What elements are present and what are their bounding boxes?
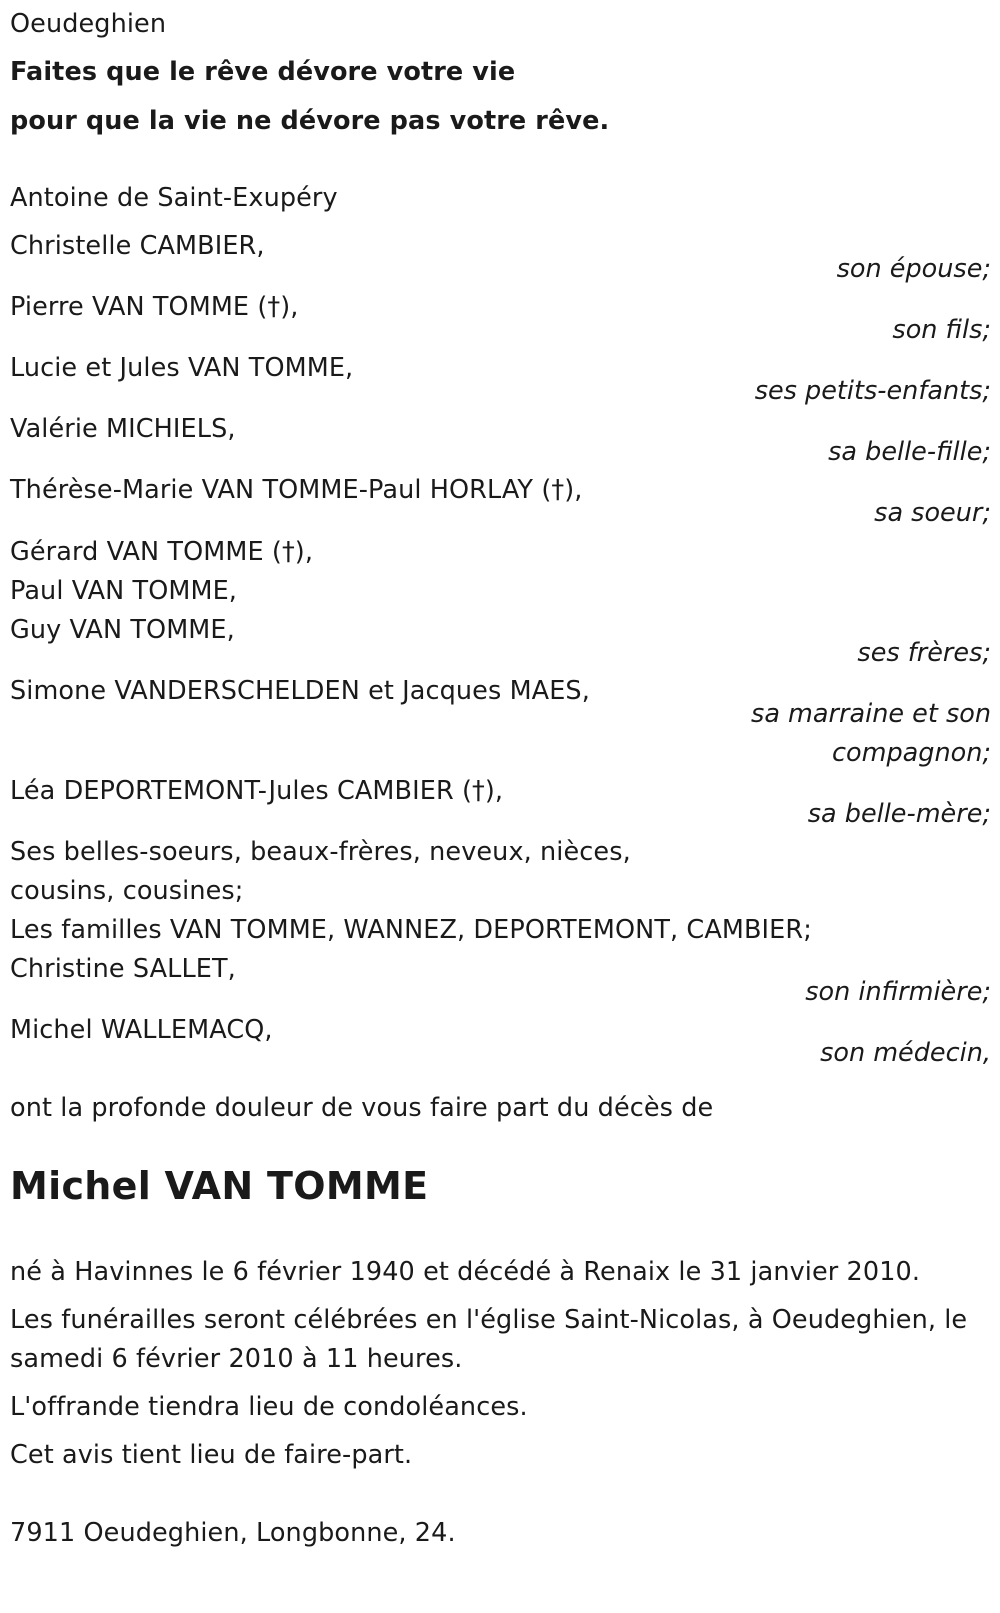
family-name: Lucie et Jules VAN TOMME,	[10, 353, 354, 383]
family-name: cousins, cousines;	[10, 876, 244, 906]
funeral-text: samedi 6 février 2010 à 11 heures.	[10, 1344, 463, 1374]
family-name: Ses belles-soeurs, beaux-frères, neveux, nièces,	[10, 837, 631, 867]
quote-line-1: Faites que le rêve dévore votre vie	[10, 57, 516, 87]
family-name: Pierre VAN TOMME (†),	[10, 292, 299, 322]
offering-text: L'offrande tiendra lieu de condoléances.	[10, 1392, 528, 1422]
family-name: Gérard VAN TOMME (†),	[10, 537, 314, 567]
family-relation: sa soeur;	[874, 498, 991, 528]
family-relation: ses petits-enfants;	[754, 376, 991, 406]
family-name: Léa DEPORTEMONT-Jules CAMBIER (†),	[10, 776, 504, 806]
family-name: Michel WALLEMACQ,	[10, 1015, 273, 1045]
family-relation: son infirmière;	[805, 977, 991, 1007]
family-name: Christine SALLET,	[10, 954, 236, 984]
family-name: Guy VAN TOMME,	[10, 615, 235, 645]
birth-death-text: né à Havinnes le 6 février 1940 et décédé à Renaix le 31 janvier 2010.	[10, 1257, 921, 1287]
family-relation: compagnon;	[832, 738, 991, 768]
location-heading: Oeudeghien	[10, 9, 167, 39]
notice-text: Cet avis tient lieu de faire-part.	[10, 1440, 413, 1470]
family-relation: sa belle-fille;	[828, 437, 991, 467]
family-relation: son médecin,	[820, 1038, 991, 1068]
family-name: Valérie MICHIELS,	[10, 414, 236, 444]
family-name: Thérèse-Marie VAN TOMME-Paul HORLAY (†),	[10, 475, 583, 505]
announcement-text: ont la profonde douleur de vous faire part du décès de	[10, 1093, 714, 1123]
family-relation: son épouse;	[836, 254, 991, 284]
family-relation: sa belle-mère;	[807, 799, 991, 829]
family-name: Les familles VAN TOMME, WANNEZ, DEPORTEMONT, CAMBIER;	[10, 915, 812, 945]
family-relation: ses frères;	[857, 638, 991, 668]
family-name: Paul VAN TOMME,	[10, 576, 238, 606]
family-relation: sa marraine et son	[751, 699, 991, 729]
funeral-text: Les funérailles seront célébrées en l'église Saint-Nicolas, à Oeudeghien, le	[10, 1305, 968, 1335]
deceased-name: Michel VAN TOMME	[10, 1164, 429, 1208]
family-name: Simone VANDERSCHELDEN et Jacques MAES,	[10, 676, 590, 706]
quote-line-2: pour que la vie ne dévore pas votre rêve.	[10, 106, 610, 136]
family-name: Christelle CAMBIER,	[10, 231, 265, 261]
address-text: 7911 Oeudeghien, Longbonne, 24.	[10, 1518, 456, 1548]
quote-author: Antoine de Saint-Exupéry	[10, 183, 338, 213]
family-relation: son fils;	[892, 315, 991, 345]
